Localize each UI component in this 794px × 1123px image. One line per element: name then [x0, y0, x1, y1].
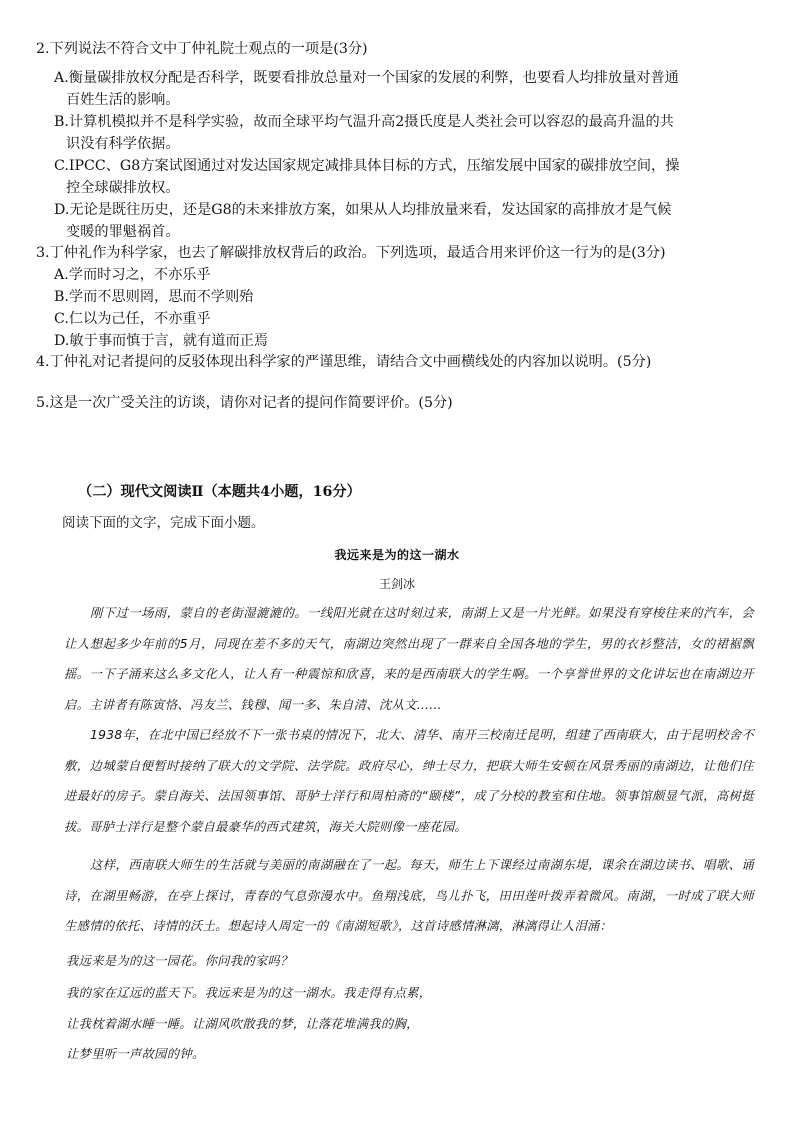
article-author: 王剑冰 — [378, 577, 415, 591]
question-2-option-b: B.计算机模拟并不是科学实验，故而全球平均气温升高2摄氏度是人类社会可以容忍的最高升温的共 — [54, 114, 674, 130]
poem-line-2: 我的家在辽远的蓝天下。我远来是为的这一湖水。我走得有点累， — [66, 986, 432, 1000]
question-3-option-b: B.学而不思则罔，思而不学则殆 — [54, 289, 254, 305]
poem-line-1: 我远来是为的这一园花。你问我的家吗？ — [66, 954, 293, 968]
question-5: 5.这是一次广受关注的访谈，请你对记者的提问作简要评价。(5分) — [36, 395, 453, 411]
question-2-option-d-cont: 变暖的罪魁祸首。 — [66, 224, 180, 240]
question-2-option-b-cont: 识没有科学依据。 — [66, 136, 180, 152]
question-2-option-a-cont: 百姓生活的影响。 — [66, 92, 180, 108]
question-3-option-c: C.仁以为己任，不亦重乎 — [54, 311, 211, 327]
poem-line-4: 让梦里听一声故园的钟。 — [66, 1047, 205, 1061]
article-paragraph-2: 1938年，在北中国已经放不下一张书桌的情况下，北大、清华、南开三校南迁昆明，组建了西南联大，由于昆明校舍不敷，边城蒙自便暂时接纳了联大的文学院、法学院。政府尽心，绅士尽力，把联大师生安顿在风景秀丽的南湖边，让他们住进最好的房子。蒙自海关、法国领事馆、哥胪士洋行和周柏斋的“颐楼”，成了分校的教室和住地。领事馆颇显气派，高树挺拔。哥胪士洋行是整个蒙自最豪华的西式建筑，海关大院则像一座花园。 — [64, 728, 754, 834]
section-title: （二）现代文阅读Ⅱ（本题共4小题，16分） — [78, 484, 361, 500]
question-4: 4.丁仲礼对记者提问的反驳体现出科学家的严谨思维，请结合文中画横线处的内容加以说明。(5分) — [36, 354, 652, 370]
reading-instruction: 阅读下面的文字，完成下面小题。 — [62, 515, 265, 531]
question-3-option-d: D.敏于事而慎于言，就有道而正焉 — [54, 333, 269, 349]
question-3-option-a: A.学而时习之，不亦乐乎 — [54, 267, 211, 283]
question-2-option-a: A.衡量碳排放权分配是否科学，既要看排放总量对一个国家的发展的利弊，也要看人均排放量对普通 — [54, 70, 679, 86]
question-2-stem: 2.下列说法不符合文中丁仲礼院士观点的一项是(3分) — [36, 41, 368, 57]
question-3-stem: 3.丁仲礼作为科学家，也去了解碳排放权背后的政治。下列选项，最适合用来评价这一行为的是(3分) — [36, 245, 666, 261]
article-title: 我远来是为的这一湖水 — [334, 548, 460, 562]
question-2-option-c-cont: 控全球碳排放权。 — [66, 180, 180, 196]
question-2-option-d: D.无论是既往历史，还是G8的未来排放方案，如果从人均排放量来看，发达国家的高排放才是气候 — [54, 202, 672, 218]
article-paragraph-1: 刚下过一场雨，蒙自的老街湿漉漉的。一线阳光就在这时刻过来，南湖上又是一片光鲜。如果没有穿梭往来的汽车，会让人想起多少年前的5月，同现在差不多的天气，南湖边突然出现了一群来自全国各地的学生，男的衣衫整洁，女的裙裾飘摇。一下子涌来这么多文化人，让人有一种震惊和欣喜，来的是西南联大的学生啊。一个享誉世界的文化讲坛也在南湖边开启。主讲者有陈寅恪、冯友兰、钱穆、闻一多、朱自清、沈从文…… — [64, 606, 754, 712]
article-paragraph-3: 这样，西南联大师生的生活就与美丽的南湖融在了一起。每天，师生上下课经过南湖东堤，课余在湖边读书、唱歌、诵诗，在湖里畅游，在亭上探讨，青春的气息弥漫水中。鱼翔浅底，鸟儿扑飞，田田莲叶拨弄着微风。南湖，一时成了联大师生感情的依托、诗情的沃土。想起诗人周定一的《南湖短歌》，这首诗感情淋漓，淋漓得让人泪涌： — [64, 858, 754, 933]
poem-line-3: 让我枕着湖水睡一睡。让湖风吹散我的梦，让落花堆满我的胸， — [66, 1017, 419, 1031]
question-2-option-c: C.IPCC、G8方案试图通过对发达国家规定减排具体目标的方式，压缩发展中国家的碳排放空间，操 — [54, 158, 680, 174]
